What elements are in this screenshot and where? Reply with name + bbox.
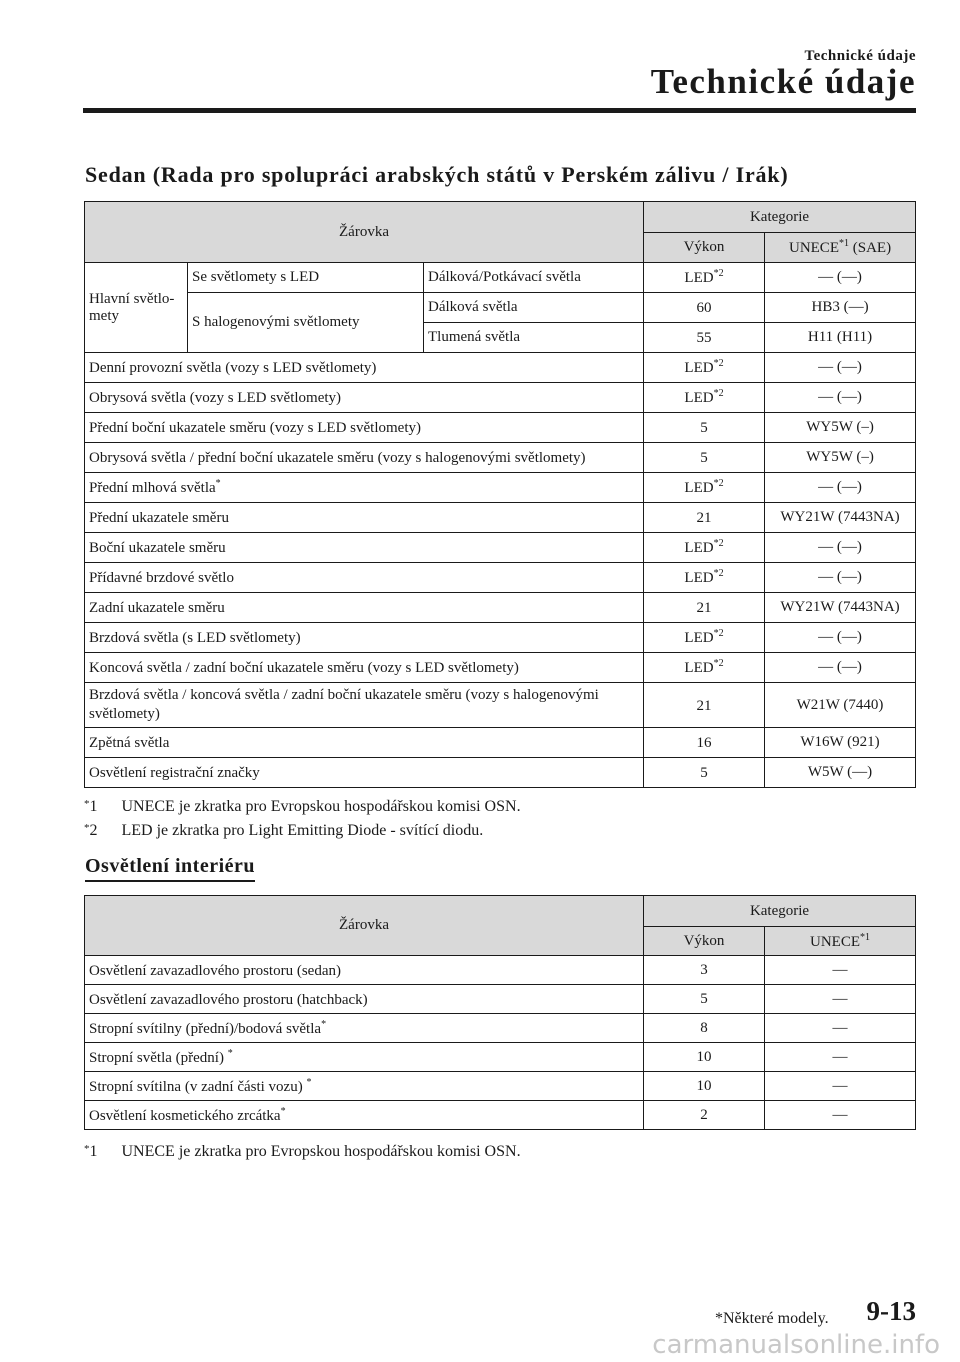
table-row (85, 956, 916, 985)
footnote-mark: *2 (713, 358, 724, 369)
power-cell (644, 413, 765, 443)
table-row (85, 1101, 916, 1130)
power-value: LED (684, 570, 714, 586)
interior-bulb-table (84, 895, 916, 1130)
bulb-name-cell (85, 653, 644, 683)
col-header-power: Výkon (644, 927, 765, 956)
power-cell (644, 623, 765, 653)
footnote-text: LED je zkratka pro Light Emitting Diode - svítící diodu. (121, 822, 484, 839)
power-cell (644, 563, 765, 593)
power-cell (644, 353, 765, 383)
unece-cell: — (—) (765, 473, 916, 503)
unece-cell: WY5W (–) (765, 443, 916, 473)
table-row (85, 1072, 916, 1101)
exterior-bulb-table (84, 201, 916, 788)
table-row (85, 473, 916, 503)
footnote-mark: * (280, 1105, 286, 1117)
bulb-name: Boční ukazatele směru (89, 540, 226, 556)
power-cell (644, 653, 765, 683)
table-row (85, 1043, 916, 1072)
bulb-name-cell (85, 473, 644, 503)
section-title: Sedan (Rada pro spolupráci arabských států v Perském zálivu / Irák) (85, 162, 789, 187)
unece-cell: — (765, 1043, 916, 1072)
unece-cell: — (765, 1101, 916, 1130)
bulb-name-cell (85, 1072, 644, 1101)
bulb-name-cell (85, 353, 644, 383)
headlamp-led-group: Se světlomety s LED (188, 263, 424, 293)
page-title: Technické údaje (650, 62, 916, 101)
headlamp-sub: Dálková/Potkávací světla (424, 263, 644, 293)
bulb-name: Denní provozní světla (vozy s LED světlomety) (89, 360, 377, 376)
power-cell: 5 (644, 985, 765, 1014)
table-row (85, 383, 916, 413)
bulb-name: Přední mlhová světla (89, 480, 216, 496)
unece-cell: — (765, 985, 916, 1014)
power-cell (644, 473, 765, 503)
unece-cell: — (—) (765, 623, 916, 653)
table-row (85, 985, 916, 1014)
footnote-number: 1 (89, 1143, 98, 1160)
power-value: LED (684, 390, 714, 406)
bulb-name: Obrysová světla (vozy s LED světlomety) (89, 390, 342, 406)
footnote-mark: * (306, 1076, 312, 1088)
table-row (85, 503, 916, 533)
footnote-number: 1 (89, 798, 98, 815)
power-cell: 2 (644, 1101, 765, 1130)
unece-cell: — (—) (765, 653, 916, 683)
header-rule (83, 108, 916, 113)
footnote-number: 2 (89, 822, 98, 839)
watermark: carmanualsonline.info (652, 1330, 940, 1360)
table-row (85, 593, 916, 623)
bulb-name-cell (85, 443, 644, 473)
footnote-text: UNECE je zkratka pro Evropskou hospodářskou komisi OSN. (121, 1143, 521, 1160)
page-number: 9-13 (866, 1296, 916, 1326)
power-cell (644, 443, 765, 473)
table-row (85, 353, 916, 383)
footnote-mark: *2 (713, 388, 724, 399)
table-row (85, 533, 916, 563)
table-row (85, 653, 916, 683)
power-cell (644, 728, 765, 758)
bulb-name-cell (85, 728, 644, 758)
bulb-name: Obrysová světla / přední boční ukazatele směru (vozy s halogenovými světlomety) (89, 450, 586, 466)
footnote-mark: *2 (713, 658, 724, 669)
unece-cell: W21W (7440) (765, 683, 916, 728)
bulb-name: Osvětlení zavazadlového prostoru (hatchback) (89, 991, 368, 1008)
col-header-unece: UNECE$^{*1}$ (765, 927, 916, 956)
footnote-text: UNECE je zkratka pro Evropskou hospodářskou komisi OSN. (121, 798, 521, 815)
bulb-name-cell (85, 383, 644, 413)
bulb-name: Osvětlení kosmetického zrcátka (89, 1107, 281, 1124)
unece-cell: — (—) (765, 383, 916, 413)
footnote-mark: * (227, 1047, 233, 1059)
power-value: 21 (696, 510, 712, 526)
power-value: 5 (700, 765, 708, 781)
unece-cell: — (765, 1014, 916, 1043)
power-value: LED (684, 630, 714, 646)
bulb-name: Brzdová světla (s LED světlomety) (89, 630, 301, 646)
footnote-star: * (84, 1143, 90, 1155)
bulb-name-cell (85, 563, 644, 593)
table-row (85, 683, 916, 728)
headlamp-sub: Dálková světla (424, 293, 644, 323)
table-row (85, 443, 916, 473)
headlamp-halogen-group: S halogenovými světlomety (188, 293, 424, 353)
power-cell: 3 (644, 956, 765, 985)
unece-cell: WY21W (7443NA) (765, 593, 916, 623)
power-cell (644, 503, 765, 533)
bulb-name: Stropní svítilna (v zadní části vozu) (89, 1078, 307, 1095)
unece-cell: — (—) (765, 353, 916, 383)
bulb-name-cell (85, 1043, 644, 1072)
unece-cell: — (—) (765, 563, 916, 593)
bulb-name-cell (85, 413, 644, 443)
bulb-name-cell (85, 623, 644, 653)
unece-cell: — (—) (765, 533, 916, 563)
unece-cell: WY5W (–) (765, 413, 916, 443)
unece-cell: — (765, 1072, 916, 1101)
bulb-name-cell (85, 985, 644, 1014)
bulb-name: Zpětná světla (89, 735, 170, 751)
footnote-mark: * (321, 1018, 327, 1030)
col-header-category: Kategorie (644, 896, 916, 927)
power-cell: 60 (644, 293, 765, 323)
col-header-bulb: Žárovka (85, 896, 644, 956)
bulb-name-cell (85, 1101, 644, 1130)
footnote (84, 822, 483, 840)
power-value: LED (684, 540, 714, 556)
power-value: 5 (700, 420, 708, 436)
footnote-mark: *2 (713, 538, 724, 549)
power-cell (644, 683, 765, 728)
bulb-name: Osvětlení zavazadlového prostoru (sedan) (89, 962, 341, 979)
headlamp-label: Hlavní světlo-mety (85, 263, 188, 353)
unece-cell: — (—) (765, 263, 916, 293)
bulb-name: Brzdová světla / koncová světla / zadní boční ukazatele směru (vozy s halogenovými světlomety) (89, 687, 599, 722)
unece-cell: — (765, 956, 916, 985)
bulb-name-cell (85, 533, 644, 563)
power-value: 16 (696, 735, 712, 751)
bulb-name-cell (85, 956, 644, 985)
unece-cell: WY21W (7443NA) (765, 503, 916, 533)
power-value: 5 (700, 450, 708, 466)
table-row (85, 728, 916, 758)
power-value: 21 (696, 697, 712, 714)
table-row (85, 1014, 916, 1043)
footnote-star: * (84, 798, 90, 810)
unece-cell: H11 (H11) (765, 323, 916, 353)
col-header-power: Výkon (644, 233, 765, 263)
col-header-unece: UNECE$^{*1}$ (SAE) (765, 233, 916, 263)
bulb-name: Stropní světla (přední) (89, 1049, 228, 1066)
bulb-name-cell (85, 593, 644, 623)
bulb-name-cell (85, 1014, 644, 1043)
footnote-mark: *2 (713, 628, 724, 639)
footnote-mark: *2 (713, 568, 724, 579)
power-cell (644, 383, 765, 413)
table-row (85, 413, 916, 443)
table-row (85, 563, 916, 593)
footnote (84, 1143, 521, 1161)
headlamp-sub: Tlumená světla (424, 323, 644, 353)
bulb-name: Osvětlení registrační značky (89, 765, 260, 781)
table-row (85, 623, 916, 653)
running-header: Technické údaje (804, 48, 916, 64)
footer-note: *Některé modely. (715, 1310, 829, 1327)
power-cell: 10 (644, 1072, 765, 1101)
footnote-star: * (84, 822, 90, 834)
unece-cell: W5W (—) (765, 758, 916, 788)
power-value: 21 (696, 600, 712, 616)
footnote-mark: *2 (713, 478, 724, 489)
footnote-mark: * (215, 478, 221, 489)
power-cell (644, 593, 765, 623)
power-cell: 10 (644, 1043, 765, 1072)
bulb-name-cell (85, 503, 644, 533)
col-header-bulb: Žárovka (85, 202, 644, 263)
unece-cell: HB3 (—) (765, 293, 916, 323)
bulb-name: Přední ukazatele směru (89, 510, 229, 526)
power-cell: 55 (644, 323, 765, 353)
bulb-name-cell (85, 683, 644, 728)
interior-title: Osvětlení interiéru (85, 855, 255, 882)
bulb-name: Zadní ukazatele směru (89, 600, 225, 616)
bulb-name: Přední boční ukazatele směru (vozy s LED světlomety) (89, 420, 421, 436)
bulb-name: Přídavné brzdové světlo (89, 570, 234, 586)
table-row (85, 758, 916, 788)
power-cell: LED$^{*2}$ (644, 263, 765, 293)
col-header-category: Kategorie (644, 202, 916, 233)
bulb-name: Koncová světla / zadní boční ukazatele směru (vozy s LED světlomety) (89, 660, 519, 676)
power-cell (644, 533, 765, 563)
bulb-name: Stropní svítilny (přední)/bodová světla (89, 1020, 322, 1037)
power-value: LED (684, 480, 714, 496)
power-value: LED (684, 360, 714, 376)
power-value: LED (684, 660, 714, 676)
footnote (84, 798, 521, 816)
bulb-name-cell (85, 758, 644, 788)
power-cell (644, 758, 765, 788)
unece-cell: W16W (921) (765, 728, 916, 758)
power-cell: 8 (644, 1014, 765, 1043)
